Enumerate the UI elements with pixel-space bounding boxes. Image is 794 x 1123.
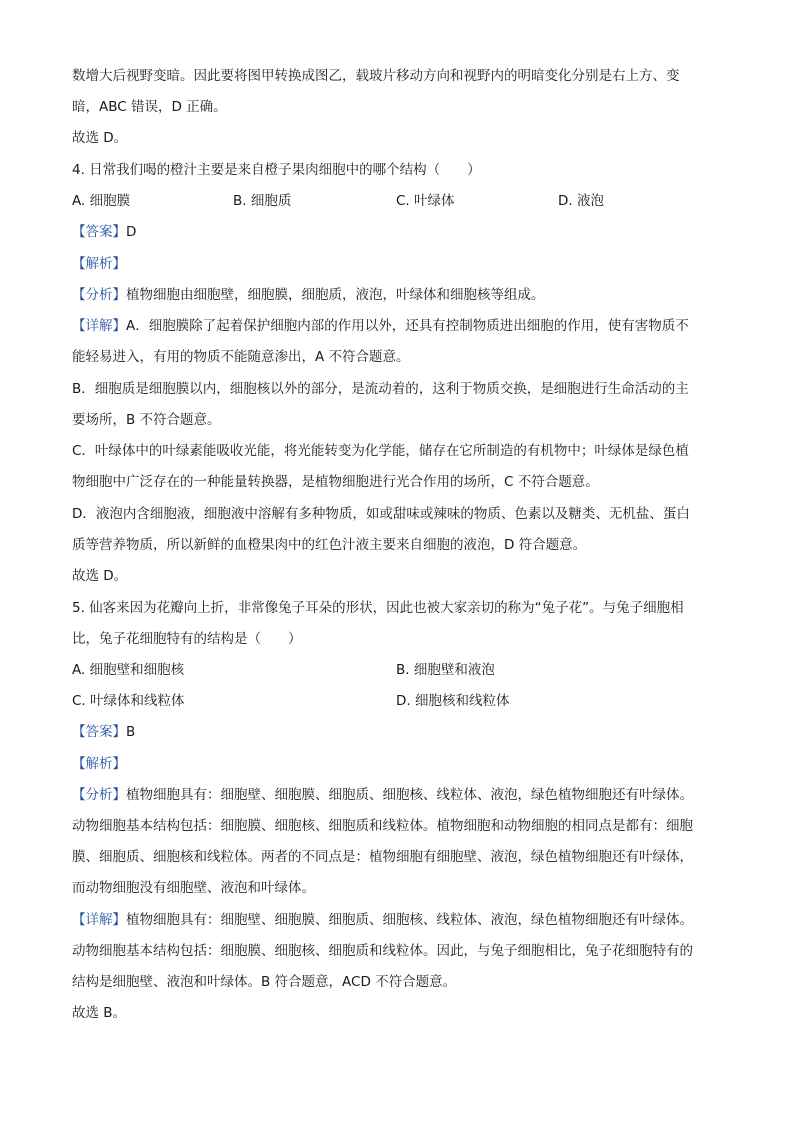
q5-option-a: A. 细胞壁和细胞核 — [72, 662, 185, 678]
q5-xiangjie-line: 动物细胞基本结构包括：细胞膜、细胞核、细胞质和线粒体。因此，与兔子细胞相比，兔子花细胞特有的 — [72, 943, 693, 959]
q4-option-d: D. 液泡 — [558, 193, 604, 209]
fenxi-tag: 【分析】 — [72, 287, 126, 303]
q3-conclusion: 故选 D。 — [72, 130, 128, 146]
q4-stem: 4. 日常我们喝的橙汁主要是来自橙子果肉细胞中的哪个结构（ ） — [72, 162, 481, 178]
q5-answer — [72, 722, 732, 742]
q4-xiangjie — [72, 316, 732, 336]
fenxi-text: 植物细胞具有：细胞壁、细胞膜、细胞质、细胞核、线粒体、液泡，绿色植物细胞还有叶绿体。 — [126, 787, 693, 803]
q5-analysis-tag — [72, 754, 732, 774]
q5-stem: 5. 仙客来因为花瓣向上折，非常像兔子耳朵的形状，因此也被大家亲切的称为“兔子花”。与兔子细胞相 — [72, 600, 684, 616]
q4-xiangjie-line: C．叶绿体中的叶绿素能吸收光能，将光能转变为化学能，储存在它所制造的有机物中；叶绿体是绿色植 — [72, 443, 689, 459]
q5-option-b: B. 细胞壁和液泡 — [396, 662, 495, 678]
q4-option-a: A. 细胞膜 — [72, 193, 131, 209]
xiangjie-tag: 【详解】 — [72, 912, 126, 928]
q5-fenxi — [72, 785, 732, 805]
q3-explanation-line: 数增大后视野变暗。因此要将图甲转换成图乙，载玻片移动方向和视野内的明暗变化分别是右上方、变 — [72, 68, 680, 84]
xiangjie-text: 植物细胞具有：细胞壁、细胞膜、细胞质、细胞核、线粒体、液泡，绿色植物细胞还有叶绿体。 — [126, 912, 693, 928]
xiangjie-tag: 【详解】 — [72, 318, 126, 334]
analysis-tag: 【解析】 — [72, 756, 126, 772]
q4-answer — [72, 222, 732, 242]
xiangjie-text: A．细胞膜除了起着保护细胞内部的作用以外，还具有控制物质进出细胞的作用，使有害物质不 — [126, 318, 689, 334]
q4-xiangjie-line: 质等营养物质，所以新鲜的血橙果肉中的红色汁液主要来自细胞的液泡，D 符合题意。 — [72, 537, 587, 553]
q5-fenxi-line: 膜、细胞质、细胞核和线粒体。两者的不同点是：植物细胞有细胞壁、液泡，绿色植物细胞还有叶绿体， — [72, 849, 693, 865]
q5-fenxi-line: 动物细胞基本结构包括：细胞膜、细胞核、细胞质和线粒体。植物细胞和动物细胞的相同点是都有：细胞 — [72, 818, 693, 834]
q5-xiangjie-line: 结构是细胞壁、液泡和叶绿体。B 符合题意，ACD 不符合题意。 — [72, 974, 457, 990]
q4-xiangjie-line: 物细胞中广泛存在的一种能量转换器，是植物细胞进行光合作用的场所，C 不符合题意。 — [72, 474, 599, 490]
q5-conclusion: 故选 B。 — [72, 1005, 127, 1021]
answer-tag: 【答案】 — [72, 724, 126, 740]
answer-tag: 【答案】 — [72, 224, 126, 240]
analysis-tag: 【解析】 — [72, 256, 126, 272]
q5-xiangjie — [72, 910, 732, 930]
answer-value: D — [126, 224, 137, 240]
q4-xiangjie-line: 能轻易进入，有用的物质不能随意渗出，A 不符合题意。 — [72, 349, 410, 365]
q4-fenxi — [72, 285, 732, 305]
q4-option-c: C. 叶绿体 — [396, 193, 455, 209]
q4-xiangjie-line: 要场所，B 不符合题意。 — [72, 412, 221, 428]
answer-value: B — [126, 724, 136, 740]
q5-fenxi-line: 而动物细胞没有细胞壁、液泡和叶绿体。 — [72, 880, 315, 896]
fenxi-text: 植物细胞由细胞壁，细胞膜，细胞质，液泡，叶绿体和细胞核等组成。 — [126, 287, 545, 303]
q5-stem-line: 比，兔子花细胞特有的结构是（ ） — [72, 631, 302, 647]
q4-analysis-tag — [72, 254, 732, 274]
q4-xiangjie-line: B．细胞质是细胞膜以内，细胞核以外的部分，是流动着的，这利于物质交换，是细胞进行生命活动的主 — [72, 381, 689, 397]
q4-xiangjie-line: D．液泡内含细胞液，细胞液中溶解有多种物质，如或甜味或辣味的物质、色素以及糖类、无机盐、蛋白 — [72, 506, 690, 522]
q4-conclusion: 故选 D。 — [72, 568, 128, 584]
fenxi-tag: 【分析】 — [72, 787, 126, 803]
q5-option-c: C. 叶绿体和线粒体 — [72, 693, 185, 709]
q5-option-d: D. 细胞核和线粒体 — [396, 693, 510, 709]
q3-explanation-line: 暗，ABC 错误，D 正确。 — [72, 99, 227, 115]
q4-option-b: B. 细胞质 — [233, 193, 292, 209]
